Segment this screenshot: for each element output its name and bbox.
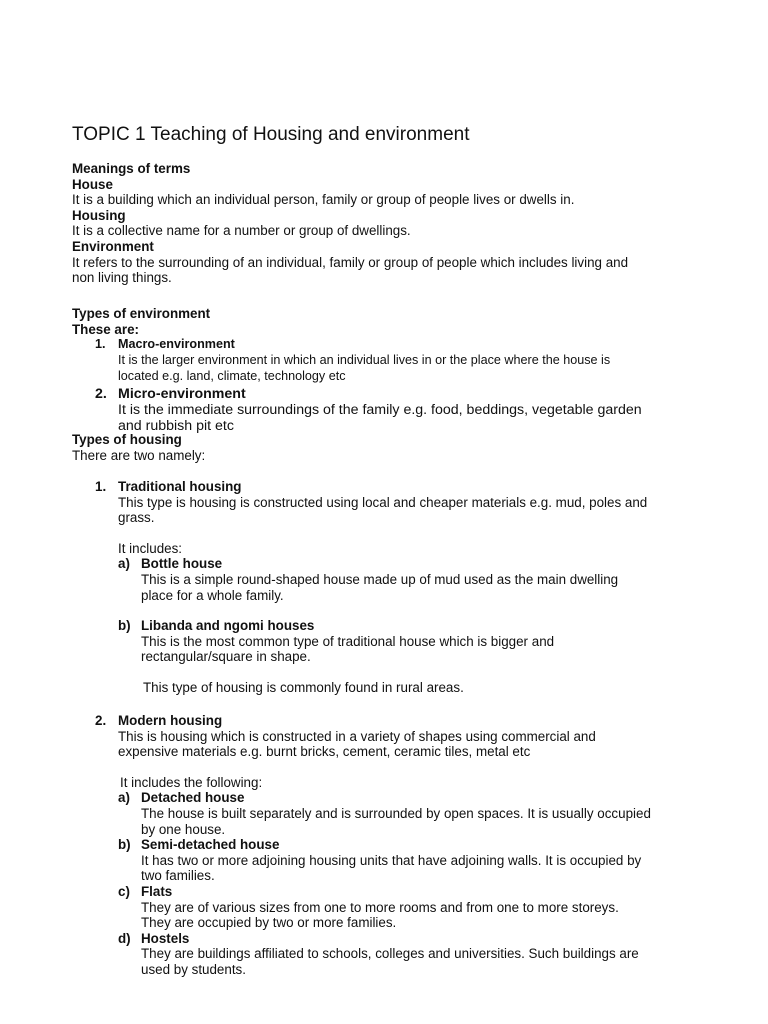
types-of-environment-section — [72, 306, 712, 434]
list-letter: c) — [118, 883, 130, 899]
detached-desc-line: by one house. — [141, 821, 226, 837]
list-item-traditional — [72, 479, 712, 526]
list-number: 1. — [95, 479, 107, 494]
list-item-modern — [72, 713, 712, 760]
meanings-heading: Meanings of terms — [72, 161, 191, 176]
traditional-desc-line: grass. — [118, 510, 155, 526]
list-letter: a) — [118, 790, 130, 806]
flats-name: Flats — [141, 883, 173, 899]
bottle-house-name: Bottle house — [141, 556, 223, 572]
list-item-detached — [72, 790, 712, 837]
list-item-flats — [72, 884, 712, 931]
libanda-name: Libanda and ngomi houses — [141, 618, 315, 634]
environment-definition-line: It refers to the surrounding of an individual, family or group of people which includes living and — [72, 254, 629, 270]
environment-definition-line: non living things. — [72, 270, 172, 286]
meanings-section — [72, 161, 712, 286]
hostels-desc-line: used by students. — [141, 961, 246, 977]
traditional-note: This type of housing is commonly found in rural areas. — [143, 679, 464, 695]
macro-name: Macro-environment — [118, 337, 235, 352]
semi-detached-desc-line: two families. — [141, 868, 215, 884]
list-item-bottle-house — [72, 556, 712, 603]
flats-desc-line: They are occupied by two or more families. — [141, 915, 397, 931]
flats-desc-line: They are of various sizes from one to more rooms and from one to more storeys. — [141, 899, 619, 915]
environment-term: Environment — [72, 238, 154, 254]
hostels-name: Hostels — [141, 930, 190, 946]
list-number: 2. — [95, 713, 107, 728]
modern-desc-line: expensive materials e.g. burnt bricks, cement, ceramic tiles, metal etc — [118, 744, 531, 760]
types-housing-intro: There are two namely: — [72, 447, 206, 463]
list-item-libanda — [72, 618, 712, 665]
types-env-subheading: These are: — [72, 321, 139, 337]
detached-name: Detached house — [141, 790, 245, 806]
macro-desc-line: It is the larger environment in which an individual lives in or the place where the house is — [118, 352, 611, 367]
detached-desc-line: The house is built separately and is surrounded by open spaces. It is usually occupied — [141, 805, 651, 821]
modern-housing-section — [72, 713, 712, 978]
page-title: TOPIC 1 Teaching of Housing and environment — [72, 124, 470, 145]
traditional-includes: It includes: — [118, 540, 183, 556]
list-letter: b) — [118, 618, 131, 634]
traditional-housing-section — [72, 479, 712, 696]
bottle-house-desc-line: place for a whole family. — [141, 587, 284, 603]
house-term: House — [72, 176, 113, 192]
list-letter: a) — [118, 556, 130, 572]
list-number: 1. — [95, 337, 106, 352]
list-letter: b) — [118, 837, 131, 853]
housing-term: Housing — [72, 207, 126, 223]
modern-name: Modern housing — [118, 713, 223, 728]
list-number: 2. — [95, 385, 107, 402]
house-definition: It is a building which an individual person, family or group of people lives or dwells in. — [72, 192, 575, 208]
housing-definition: It is a collective name for a number or group of dwellings. — [72, 223, 411, 239]
semi-detached-desc-line: It has two or more adjoining housing units that have adjoining walls. It is occupied by — [141, 852, 642, 868]
modern-includes: It includes the following: — [120, 774, 263, 790]
semi-detached-name: Semi-detached house — [141, 837, 280, 853]
list-item-micro — [72, 386, 712, 434]
micro-desc-line: and rubbish pit etc — [118, 417, 234, 434]
bottle-house-desc-line: This is a simple round-shaped house made up of mud used as the main dwelling — [141, 571, 619, 587]
modern-desc-line: This is housing which is constructed in a variety of shapes using commercial and — [118, 728, 596, 744]
list-item-hostels — [72, 931, 712, 978]
traditional-name: Traditional housing — [118, 479, 242, 494]
types-housing-heading: Types of housing — [72, 432, 182, 447]
macro-desc-line: located e.g. land, climate, technology etc — [118, 368, 346, 383]
micro-name: Micro-environment — [118, 385, 246, 402]
libanda-desc-line: This is the most common type of traditional house which is bigger and — [141, 633, 555, 649]
list-item-semi-detached — [72, 837, 712, 884]
list-item-macro — [72, 337, 712, 384]
hostels-desc-line: They are buildings affiliated to schools, colleges and universities. Such buildings are — [141, 946, 639, 962]
traditional-desc-line: This type is housing is constructed using local and cheaper materials e.g. mud, poles and — [118, 494, 648, 510]
types-env-heading: Types of environment — [72, 306, 211, 321]
types-of-housing-section — [72, 432, 712, 463]
list-letter: d) — [118, 930, 131, 946]
micro-desc-line: It is the immediate surroundings of the family e.g. food, beddings, vegetable garden — [118, 401, 642, 418]
libanda-desc-line: rectangular/square in shape. — [141, 649, 311, 665]
